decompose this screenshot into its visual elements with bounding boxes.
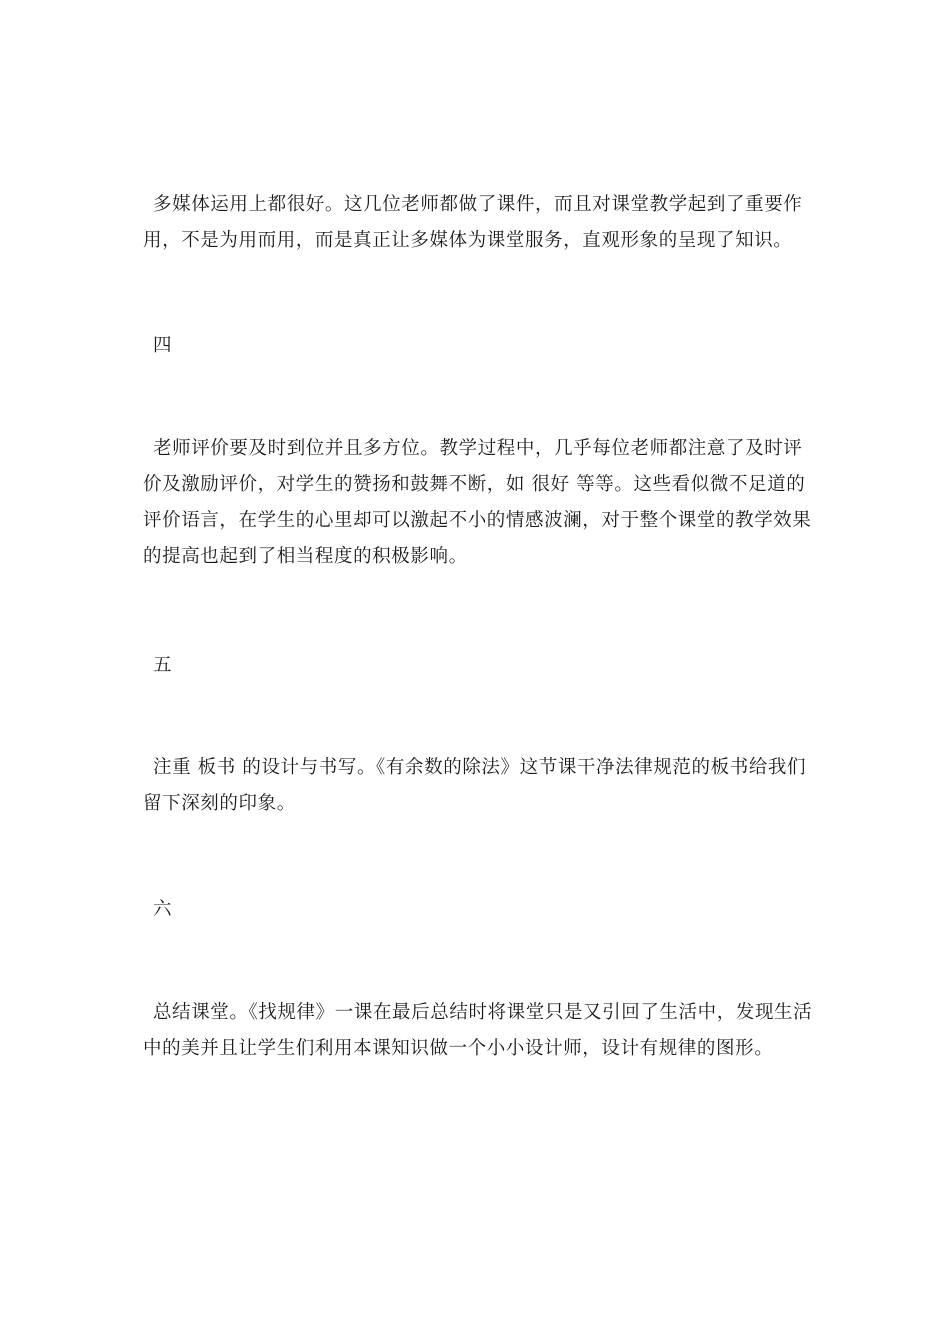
paragraph-blackboard-text: 注重 板书 的设计与书写。《有余数的除法》这节课干净法律规范的板书给我们留下深刻的印象。 (143, 757, 807, 814)
section-heading-six: 六 (153, 899, 172, 920)
paragraph-summary-text: 总结课堂。《找规律》一课在最后总结时将课堂只是又引回了生活中，发现生活中的美并且让学生们利用本课知识做一个小小设计师，设计有规律的图形。 (143, 1002, 813, 1059)
paragraph-evaluation-text: 老师评价要及时到位并且多方位。教学过程中，几乎每位老师都注意了及时评价及激励评价，对学生的赞扬和鼓舞不断，如 很好 等等。这些看似微不足道的评价语言，在学生的心里却可以激起不小的情感波澜，对于整个课堂的教学效果的提高也起到了相当程度的积极影响。 (143, 438, 812, 567)
paragraph-blackboard (143, 750, 815, 822)
paragraph-evaluation (143, 431, 815, 575)
section-heading-four: 四 (153, 335, 172, 356)
section-heading-five: 五 (153, 655, 172, 676)
paragraph-multimedia-text: 多媒体运用上都很好。这几位老师都做了课件，而且对课堂教学起到了重要作用，不是为用而用，而是真正让多媒体为课堂服务，直观形象的呈现了知识。 (143, 194, 803, 251)
paragraph-summary (143, 995, 815, 1067)
paragraph-multimedia (143, 187, 815, 259)
